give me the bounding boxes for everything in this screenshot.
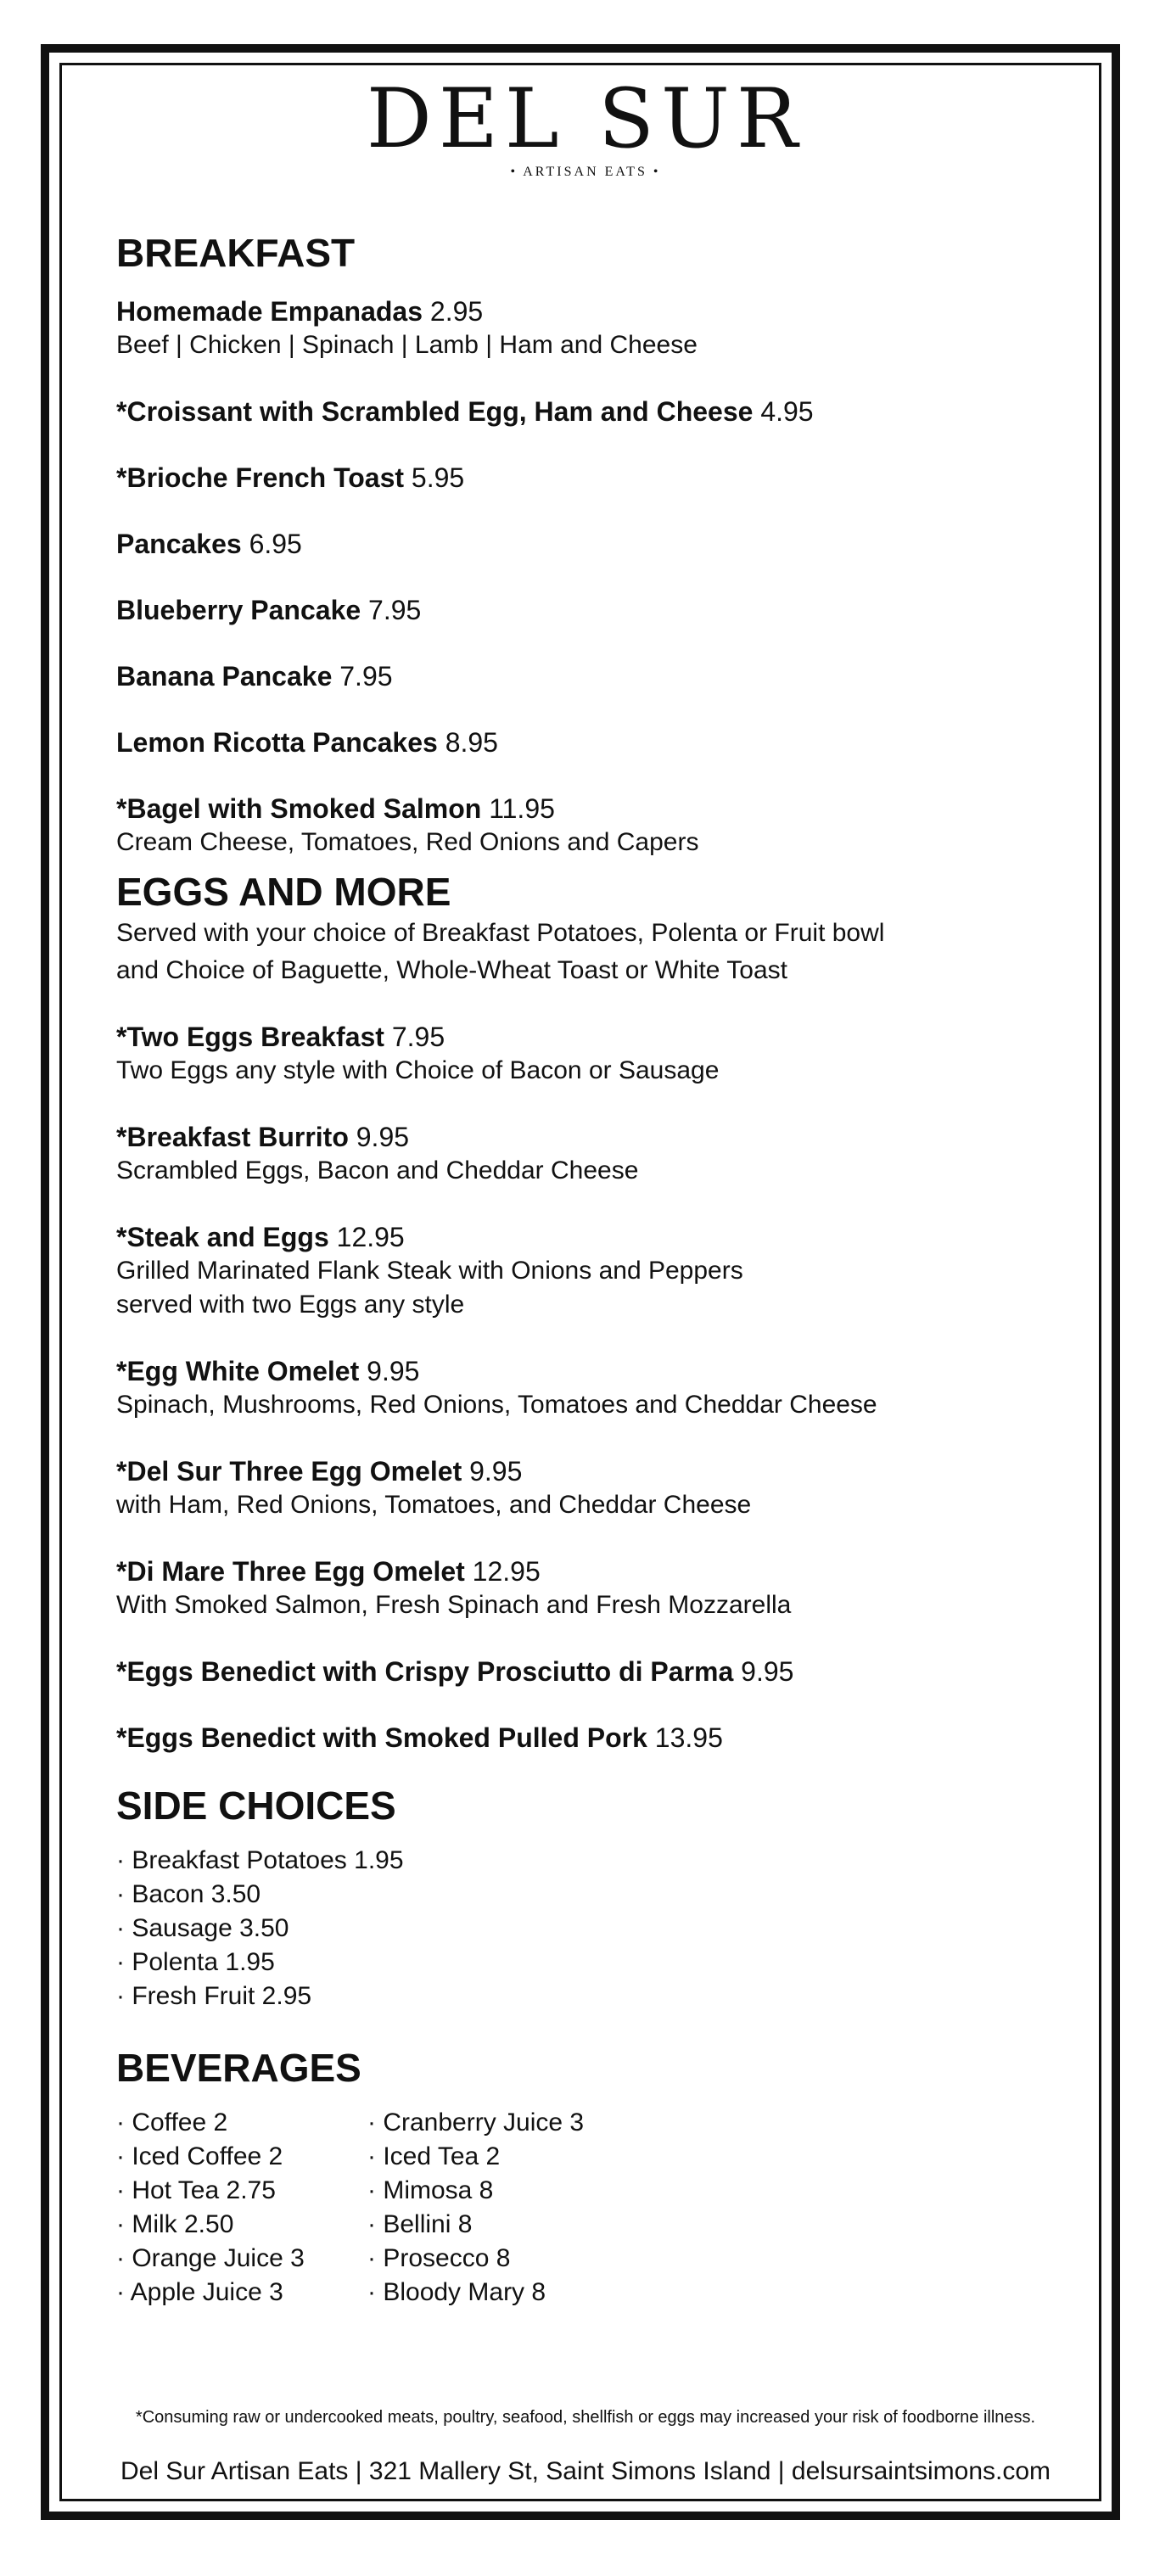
item-price: 8.95 xyxy=(445,726,498,758)
item-price: 7.95 xyxy=(339,660,393,692)
item-description: Beef | Chicken | Spinach | Lamb | Ham and Cheese xyxy=(116,330,698,359)
list-item: · Orange Juice 3 xyxy=(116,2242,317,2276)
item-description-line2: served with two Eggs any style xyxy=(116,1290,465,1319)
list-item: · Coffee 2 xyxy=(116,2106,317,2140)
list-item: · Mimosa 8 xyxy=(367,2174,584,2208)
item-name: Blueberry Pancake xyxy=(116,594,361,625)
item-price: 5.95 xyxy=(411,462,465,493)
item-name: *Di Mare Three Egg Omelet xyxy=(116,1555,465,1587)
item-description: with Ham, Red Onions, Tomatoes, and Cheddar Cheese xyxy=(116,1490,752,1519)
menu-content xyxy=(116,231,1050,2310)
item-price: 4.95 xyxy=(760,395,814,427)
item-name: Homemade Empanadas xyxy=(116,295,423,327)
list-item: · Milk 2.50 xyxy=(116,2208,317,2242)
item-name: *Steak and Eggs xyxy=(116,1221,329,1252)
list-item: · Polenta 1.95 xyxy=(116,1946,1050,1980)
menu-item xyxy=(116,1220,1050,1322)
item-price: 12.95 xyxy=(336,1221,405,1252)
list-item: · Apple Juice 3 xyxy=(116,2276,317,2310)
menu-item xyxy=(116,725,1050,759)
section-intro: and Choice of Baguette, Whole-Wheat Toast or White Toast xyxy=(116,955,787,984)
item-description: With Smoked Salmon, Fresh Spinach and Fresh Mozzarella xyxy=(116,1590,792,1619)
list-item: · Fresh Fruit 2.95 xyxy=(116,1980,1050,2013)
allergy-footnote: *Consuming raw or undercooked meats, poultry, seafood, shellfish or eggs may increased your risk of foodborne illness. xyxy=(135,2408,1036,2427)
menu-item xyxy=(116,527,1050,561)
menu-item xyxy=(116,659,1050,693)
item-name: Lemon Ricotta Pancakes xyxy=(116,726,438,758)
list-item: · Hot Tea 2.75 xyxy=(116,2174,317,2208)
item-name: *Croissant with Scrambled Egg, Ham and Cheese xyxy=(116,395,754,427)
sides-list xyxy=(116,1844,1050,2013)
menu-item xyxy=(116,593,1050,627)
item-name: *Breakfast Burrito xyxy=(116,1121,349,1152)
item-name: *Del Sur Three Egg Omelet xyxy=(116,1455,462,1487)
list-item: · Bellini 8 xyxy=(367,2208,584,2242)
item-price: 6.95 xyxy=(249,528,302,559)
item-description: Two Eggs any style with Choice of Bacon or Sausage xyxy=(116,1056,720,1084)
menu-item xyxy=(116,1354,1050,1422)
item-price: 9.95 xyxy=(741,1655,794,1687)
item-price: 13.95 xyxy=(654,1722,723,1753)
menu-item xyxy=(116,1721,1050,1755)
item-name: *Eggs Benedict with Smoked Pulled Pork xyxy=(116,1722,647,1753)
item-price: 7.95 xyxy=(391,1021,445,1052)
menu-item xyxy=(116,294,1050,362)
item-price: 7.95 xyxy=(368,594,422,625)
list-item: · Iced Coffee 2 xyxy=(116,2140,317,2174)
list-item: · Prosecco 8 xyxy=(367,2242,584,2276)
menu-item xyxy=(116,395,1050,428)
item-price: 9.95 xyxy=(356,1121,410,1152)
brand-logo: DEL SUR xyxy=(366,71,805,166)
beverages-columns xyxy=(116,2106,1050,2310)
list-item: · Cranberry Juice 3 xyxy=(367,2106,584,2140)
beverages-list-right xyxy=(367,2106,584,2310)
section-heading-beverages: BEVERAGES xyxy=(116,2045,361,2090)
brand-tagline: • ARTISAN EATS • xyxy=(510,165,661,179)
item-description: Cream Cheese, Tomatoes, Red Onions and Capers xyxy=(116,827,699,856)
menu-item xyxy=(116,1454,1050,1522)
menu-item xyxy=(116,1655,1050,1688)
menu-item xyxy=(116,1554,1050,1622)
item-name: *Brioche French Toast xyxy=(116,462,405,493)
section-heading-eggs: EGGS AND MORE xyxy=(116,869,451,914)
menu-item xyxy=(116,792,1050,860)
footer-contact: Del Sur Artisan Eats | 321 Mallery St, Saint Simons Island | delsursaintsimons.com xyxy=(120,2457,1051,2485)
section-heading-sides: SIDE CHOICES xyxy=(116,1783,396,1828)
menu-item xyxy=(116,1020,1050,1088)
item-name: *Bagel with Smoked Salmon xyxy=(116,792,482,824)
item-name: *Eggs Benedict with Crispy Prosciutto di Parma xyxy=(116,1655,734,1687)
item-price: 9.95 xyxy=(469,1455,523,1487)
item-description: Grilled Marinated Flank Steak with Onions and Peppers xyxy=(116,1256,743,1285)
item-name: *Two Eggs Breakfast xyxy=(116,1021,384,1052)
section-intro: Served with your choice of Breakfast Potatoes, Polenta or Fruit bowl xyxy=(116,918,885,947)
item-name: Pancakes xyxy=(116,528,242,559)
list-item: · Iced Tea 2 xyxy=(367,2140,584,2174)
item-name: *Egg White Omelet xyxy=(116,1355,360,1386)
menu-item xyxy=(116,1120,1050,1188)
beverages-list-left xyxy=(116,2106,317,2310)
item-price: 11.95 xyxy=(489,792,555,824)
list-item: · Bloody Mary 8 xyxy=(367,2276,584,2310)
list-item: · Sausage 3.50 xyxy=(116,1912,1050,1946)
item-price: 12.95 xyxy=(472,1555,541,1587)
item-description: Spinach, Mushrooms, Red Onions, Tomatoes and Cheddar Cheese xyxy=(116,1390,877,1419)
item-description: Scrambled Eggs, Bacon and Cheddar Cheese xyxy=(116,1156,639,1184)
list-item: · Breakfast Potatoes 1.95 xyxy=(116,1844,1050,1878)
item-price: 2.95 xyxy=(429,295,484,327)
menu-item xyxy=(116,461,1050,495)
list-item: · Bacon 3.50 xyxy=(116,1878,1050,1912)
section-heading-breakfast: BREAKFAST xyxy=(116,231,356,275)
item-price: 9.95 xyxy=(367,1355,420,1386)
item-name: Banana Pancake xyxy=(116,660,333,692)
